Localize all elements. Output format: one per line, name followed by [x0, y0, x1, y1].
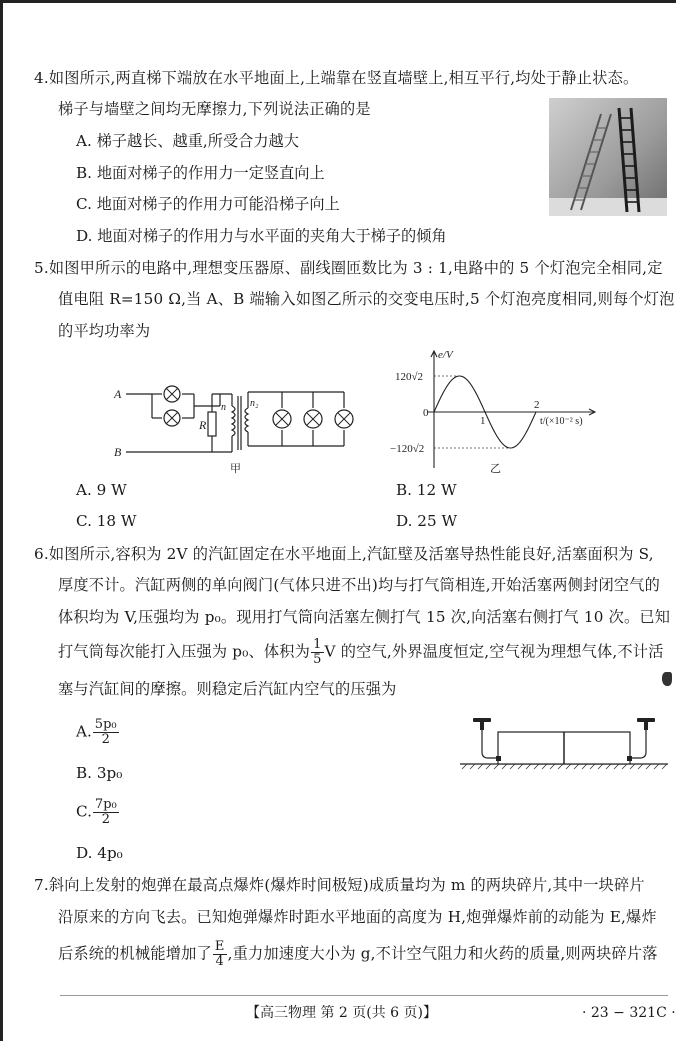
q5-option-b: B. 12 W	[396, 481, 457, 499]
terminal-a-label: A	[114, 387, 122, 401]
figure-yi-caption: 乙	[490, 462, 501, 475]
q4-stem-line1: 4.如图所示,两直梯下端放在水平地面上,上端靠在竖直墙壁上,相互平行,均处于静止状态。	[34, 69, 639, 87]
q7-stem-line1: 7.斜向上发射的炮弹在最高点爆炸(爆炸时间极短)成质量均为 m 的两块碎片,其中一块碎片	[34, 876, 645, 894]
fraction-one-fifth: $\frac{1}{5}$	[313, 637, 322, 667]
q6-stem-line1: 6.如图所示,容积为 2V 的汽缸固定在水平地面上,汽缸壁及活塞导热性能良好,活塞面积为 S,	[34, 545, 654, 563]
scan-border-left	[0, 0, 3, 1041]
q7-stem-line3: 后系统的机械能增加了 $\frac{E}{4}$ ,重力加速度大小为 g,不计空气阻力和火药的质量,则两块碎片落	[58, 939, 658, 969]
resistor-label: R	[199, 418, 207, 432]
q6-option-d: D. 4p₀	[76, 844, 123, 862]
primary-coil-label: n	[221, 402, 226, 413]
q7-stem-line2: 沿原来的方向飞去。已知炮弹爆炸时距水平地面的高度为 H,炮弹爆炸前的动能为 E,爆炸	[58, 908, 657, 926]
fraction-5p0-over-2: $\frac{\text{5p₀}}{2}$	[94, 717, 117, 747]
x-tick-1: 1	[480, 415, 486, 427]
q6-stem-line4: 打气筒每次能打入压强为 p₀、体积为 $\frac{1}{5}$ V 的空气,外界温度恒定,空气视为理想气体,不计活	[58, 637, 664, 667]
q5-option-c: C. 18 W	[76, 512, 137, 530]
fraction-7p0-over-2: $\frac{\text{7p₀}}{2}$	[94, 797, 117, 827]
ladders-photo	[549, 98, 667, 216]
left-valve	[496, 756, 501, 761]
y-min-label: −120√2	[390, 443, 425, 455]
q5-stem-line3: 的平均功率为	[58, 322, 151, 340]
scan-ink-mark	[662, 672, 672, 686]
x-axis-label: t/(×10⁻² s)	[540, 416, 583, 427]
scan-border-top	[0, 0, 676, 3]
y-max-label: 120√2	[395, 371, 424, 383]
y-axis-label: e/V	[438, 349, 453, 361]
q6-stem-line2: 厚度不计。汽缸两侧的单向阀门(气体只进不出)均与打气筒相连,开始活塞两侧封闭空气的	[58, 576, 661, 594]
origin-label: 0	[423, 407, 429, 419]
ac-voltage-graph	[390, 346, 630, 476]
q4-option-d: D. 地面对梯子的作用力与水平面的夹角大于梯子的倾角	[76, 227, 447, 245]
q6-option-c: C. $\frac{\text{7p₀}}{2}$	[76, 797, 117, 827]
footer-divider	[60, 995, 668, 996]
q5-stem-line1: 5.如图甲所示的电路中,理想变压器原、副线圈匝数比为 3 : 1,电路中的 5 个灯泡完全相同,定	[34, 259, 663, 277]
q6-option-b: B. 3p₀	[76, 764, 123, 782]
right-pump-handle	[637, 718, 655, 722]
fraction-e-over-4: $\frac{E}{4}$	[214, 939, 225, 969]
q5-option-d: D. 25 W	[396, 512, 458, 530]
figure-jia-caption: 甲	[230, 462, 241, 475]
q6-stem-line3: 体积均为 V,压强均为 p₀。现用打气筒向活塞左侧打气 15 次,向活塞右侧打气 10 次。已知	[58, 608, 671, 626]
q4-option-a: A. 梯子越长、越重,所受合力越大	[76, 132, 299, 150]
q4-option-b: B. 地面对梯子的作用力一定竖直向上	[76, 164, 325, 182]
footer-page-info: 【高三物理 第 2 页(共 6 页)】	[246, 1005, 437, 1021]
q6-stem-line5: 塞与汽缸间的摩擦。则稳定后汽缸内空气的压强为	[58, 680, 397, 698]
terminal-b-label: B	[114, 445, 122, 459]
q5-stem-line2: 值电阻 R=150 Ω,当 A、B 端输入如图乙所示的交变电压时,5 个灯泡亮度相同,则每个灯泡	[58, 290, 675, 308]
q6-option-a: A. $\frac{\text{5p₀}}{2}$	[76, 717, 117, 747]
right-valve	[627, 756, 632, 761]
x-tick-2: 2	[534, 399, 540, 411]
q4-stem-line2: 梯子与墙壁之间均无摩擦力,下列说法正确的是	[58, 100, 371, 118]
footer-exam-code: · 23 − 321C ·	[582, 1005, 676, 1021]
secondary-coil-label: n₂	[250, 398, 259, 409]
left-pump-handle	[473, 718, 491, 722]
q4-option-c: C. 地面对梯子的作用力可能沿梯子向上	[76, 195, 340, 213]
q5-option-a: A. 9 W	[76, 481, 127, 499]
circuit-diagram	[112, 372, 362, 480]
gas-cylinder-diagram	[458, 712, 670, 774]
